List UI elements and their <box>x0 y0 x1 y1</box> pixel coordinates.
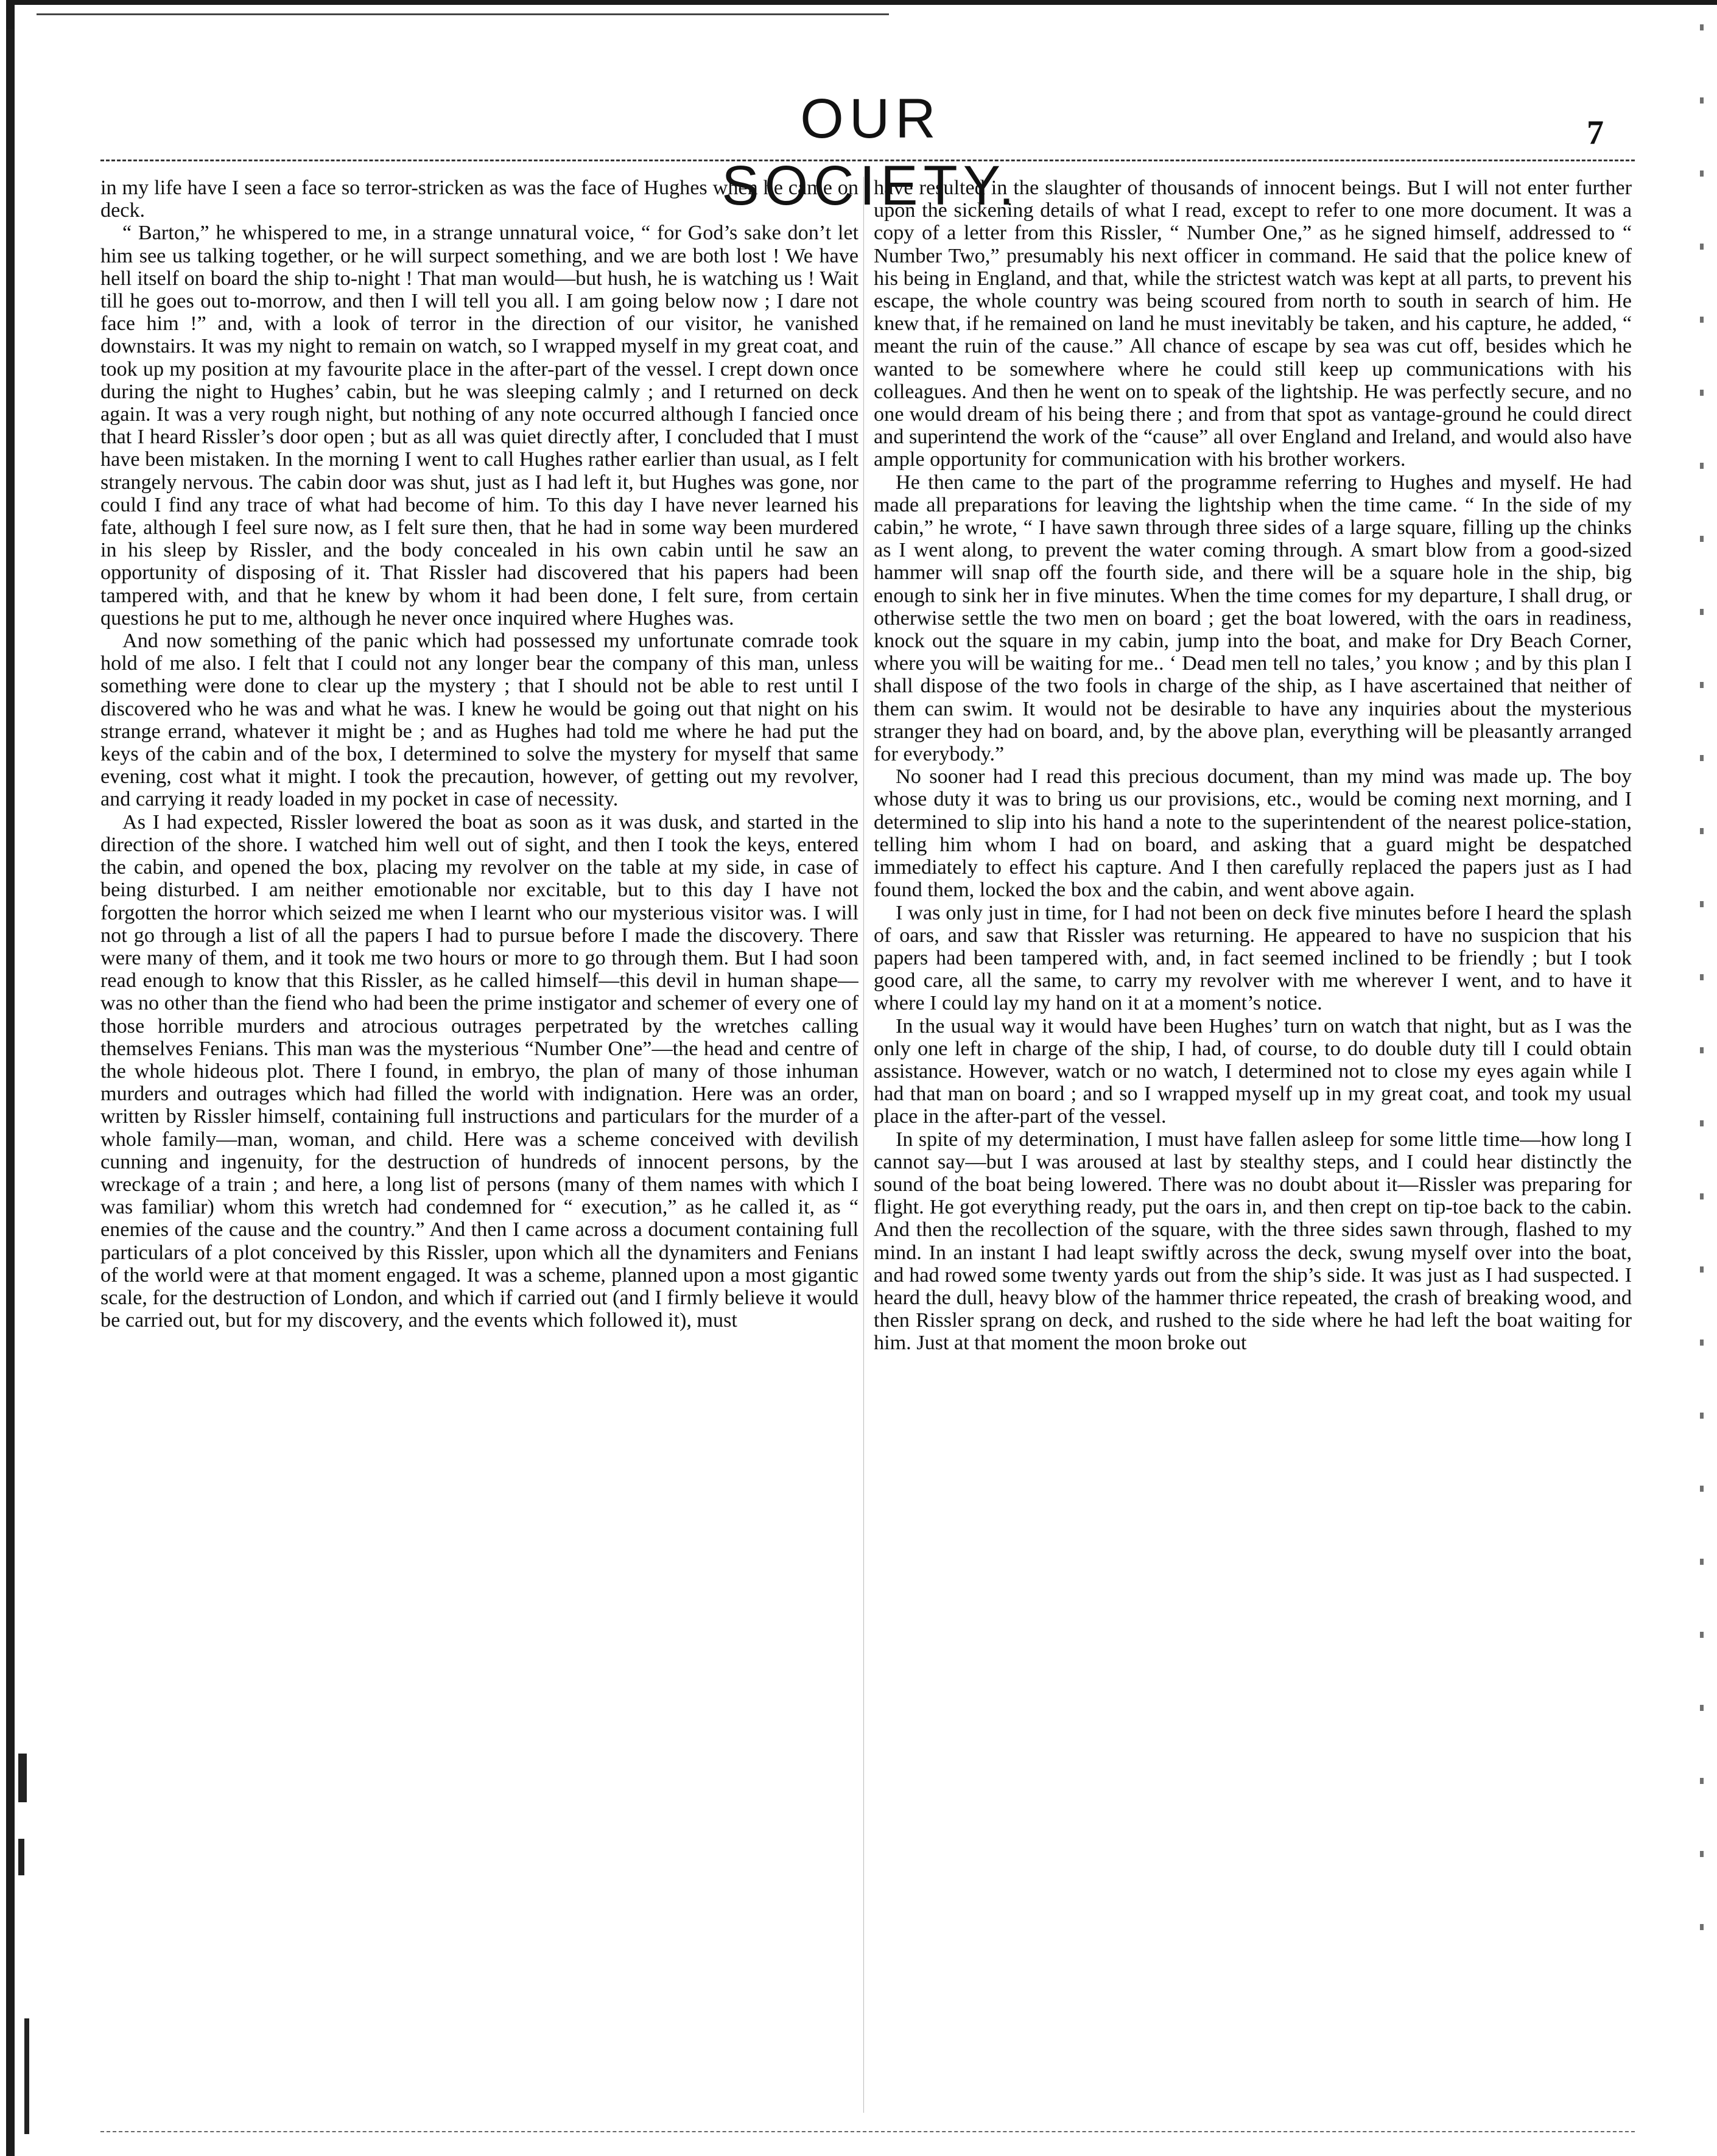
page-number: 7 <box>1587 114 1604 152</box>
page-left-edge <box>6 0 15 2156</box>
paragraph: in my life have I seen a face so terror-stricken as was the face of Hughes when he came on deck. <box>100 177 858 222</box>
left-column <box>100 177 858 2113</box>
column-divider <box>863 177 864 2113</box>
paragraph: In spite of my determination, I must have fallen asleep for some little time—how long I cannot say—but I was aroused at last by stealthy steps, and I could hear distinctly the sound of the boat being lowered. There was no doubt about it—Rissler was preparing for flight. He got everything ready, put the oars in, and then crept on tip-toe back to the cabin. And then the recollection of the square, with the three sides sawn through, flashed to my mind. In an instant I had leapt swiftly across the deck, swung myself over into the boat, and had rowed some twenty yards out from the ship’s side. It was just as I had suspected. I heard the dull, heavy blow of the hammer thrice repeated, the crash of breaking wood, and then Rissler sprang on deck, and rushed to the side where he had left the boat waiting for him. Just at that moment the moon broke out <box>874 1128 1632 1355</box>
paragraph: In the usual way it would have been Hughes’ turn on watch that night, but as I was the only one left in charge of the ship, I had, of course, to do double duty till I could obtain assistance. However, watch or no watch, I determined not to close my eyes again while I had that man on board ; and so I wrapped myself up in my great coat, and took my usual place in the after-part of the vessel. <box>874 1014 1632 1128</box>
right-edge-marks <box>1700 24 1704 1973</box>
top-scan-line <box>37 13 889 15</box>
paragraph: He then came to the part of the programme referring to Hughes and myself. He had made all preparations for leaving the lightship when the time came. “ In the side of my cabin,” he wrote, “ I have sawn through three sides of a large square, filling up the chinks as I went along, to prevent the water coming through. A smart blow from a good-sized hammer will snap off the fourth side, and there will be a square hole in the ship, big enough to sink her in five minutes. When the time comes for my departure, I shall drug, or otherwise settle the two men on board ; get the boat lowered, with the oars in readiness, knock out the square in my cabin, jump into the boat, and make for Dry Beach Corner, where you will be waiting for me.. ‘ Dead men tell no tales,’ you know ; and by this plan I shall dispose of the two fools in charge of the ship, as I have ascertained that neither of them can swim. It would not be desirable to have any inquiries about the mysterious stranger they had on board, and, by the above plan, everything will be pleasantly arranged for everybody.” <box>874 471 1632 766</box>
right-column <box>874 177 1632 2113</box>
paragraph: And now something of the panic which had possessed my unfortunate comrade took hold of me also. I felt that I could not any longer bear the company of this man, unless something were done to clear up the mystery ; that I should not be able to rest until I discovered who he was and what he was. I knew he would be going out that night on his strange errand, whatever it might be ; and as Hughes had told me where he had put the keys of the cabin and of the box, I determined to solve the mystery for myself that same evening, cost what it might. I took the precaution, however, of getting out my revolver, and carrying it ready loaded in my pocket in case of necessity. <box>100 630 858 811</box>
paragraph: “ Barton,” he whispered to me, in a strange unnatural voice, “ for God’s sake don’t let him see us talking together, or he will surpect something, and we are both lost ! We have hell itself on board the ship to-night ! That man would—but hush, he is watching us ! Wait till he goes out to-morrow, and then I will tell you all. I am going below now ; I dare not face him !” and, with a look of terror in the direction of our visitor, he vanished downstairs. It was my night to remain on watch, so I wrapped myself in my great coat, and took up my position at my favourite place in the after-part of the vessel. I crept down once during the night to Hughes’ cabin, but he was sleeping calmly ; and I returned on deck again. It was a very rough night, but nothing of any note occurred although I fancied once that I heard Rissler’s door open ; but as all was quiet directly after, I concluded that I must have been mistaken. In the morning I went to call Hughes rather earlier than usual, as I felt strangely nervous. The cabin door was shut, just as I had left it, but Hughes was gone, nor could I find any trace of what had become of him. To this day I have never learned his fate, although I feel sure now, as I felt sure then, that he had in some way been murdered in his sleep by Rissler, and the body concealed in his own cabin until he saw an opportunity of disposing of it. That Rissler had discovered that his papers had been tampered with, and that he knew by whom it had been done, I felt sure, from certain questions he put to me, although he never once inquired where Hughes was. <box>100 222 858 630</box>
left-margin-mark <box>18 1754 27 1802</box>
left-margin-mark <box>18 1839 24 1875</box>
header-rule <box>100 160 1635 161</box>
bottom-rule <box>100 2131 1635 2132</box>
paragraph: No sooner had I read this precious document, than my mind was made up. The boy whose duty it was to bring us our provisions, etc., would be coming next morning, and I determined to slip into his hand a note to the superintendent of the nearest police-station, telling him whom I had on board, and asking that a guard might be despatched immediately to effect his capture. And I then carefully replaced the papers just as I had found them, locked the box and the cabin, and went above again. <box>874 765 1632 902</box>
running-title: OUR SOCIETY. <box>722 88 1020 217</box>
left-margin-mark <box>24 2018 29 2134</box>
paragraph: have resulted in the slaughter of thousands of innocent beings. But I will not enter further upon the sickening details of what I read, except to refer to one more document. It was a copy of a letter from this Rissler, “ Number One,” as he signed himself, addressed to “ Number Two,” presumably his next officer in command. He said that the police knew of his being in England, and that, while the strictest watch was kept at all parts, to prevent his escape, the whole country was being scoured from north to south in search of him. He knew that, if he remained on land he must inevitably be taken, and his capture, he added, “ meant the ruin of the cause.” All chance of escape by sea was cut off, besides which he wanted to be somewhere where he could still keep up communications with his colleagues. And then he went on to speak of the lightship. He was perfectly secure, and no one would dream of his being there ; and from that spot as vantage-ground he could direct and superintend the work of the “cause” all over England and Ireland, and would also have ample opportunity for communication with his brother workers. <box>874 177 1632 471</box>
paragraph: I was only just in time, for I had not been on deck five minutes before I heard the splash of oars, and saw that Rissler was returning. He appeared to have no suspicion that his papers had been tampered with, and, in fact seemed inclined to be friendly ; but I took good care, all the same, to carry my revolver with me wherever I went, and to have it where I could lay my hand on it at a moment’s notice. <box>874 901 1632 1015</box>
paragraph: As I had expected, Rissler lowered the boat as soon as it was dusk, and started in the direction of the shore. I watched him well out of sight, and then I took the keys, entered the cabin, and opened the box, placing my revolver on the table at my side, in case of being disturbed. I am neither emotionable nor excitable, but to this day I have not forgotten the horror which seized me when I learnt who our mysterious visitor was. I will not go through a list of all the papers I had to pursue before I made the discovery. There were many of them, and it took me two hours or more to go through them. But I had soon read enough to know that this Rissler, as he called himself—this devil in human shape—was no other than the fiend who had been the prime instigator and schemer of every one of those horrible murders and atrocious outrages perpetrated by the wretches calling themselves Fenians. This man was the mysterious “Number One”—the head and centre of the whole hideous plot. There I found, in embryo, the plan of many of those inhuman murders and outrages which had filled the world with indignation. Here was an order, written by Rissler himself, containing full instructions and particulars for the murder of a whole family—man, woman, and child. Here was a scheme conceived with devilish cunning and ingenuity, for the destruction of hundreds of innocent persons, by the wreckage of a train ; and here, a long list of persons (many of them names with which I was familiar) whom this wretch had condemned for “ execution,” as he called it, as “ enemies of the cause and the country.” And then I came across a document containing full particulars of a plot conceived by this Rissler, upon which all the dynamiters and Fenians of the world were at that moment engaged. It was a scheme, planned upon a most gigantic scale, for the destruction of London, and which if carried out (and I firmly believe it would be carried out, but for my discovery, and the events which followed it), must <box>100 810 858 1332</box>
